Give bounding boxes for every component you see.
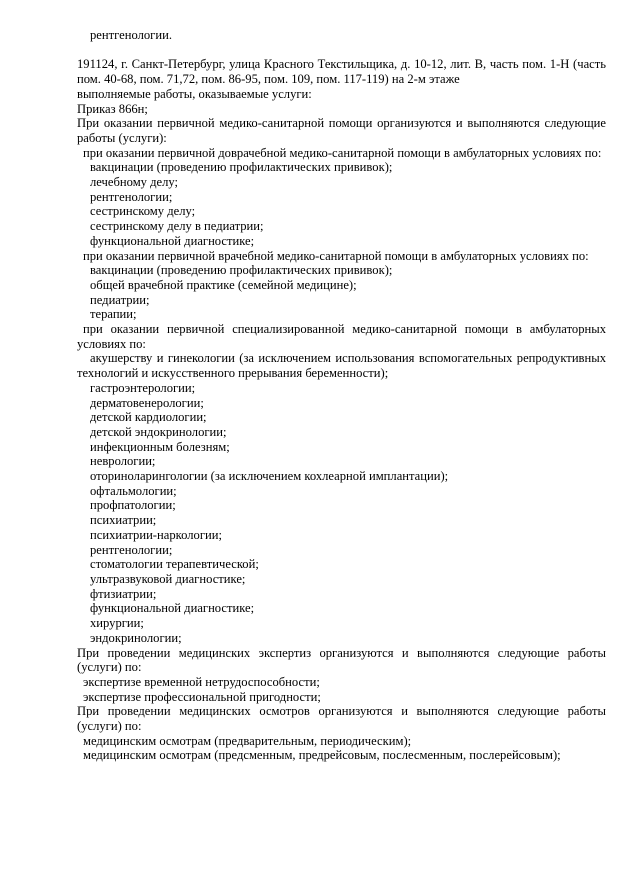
list-item: фтизиатрии;	[90, 586, 157, 601]
order-reference: Приказ 866н;	[77, 101, 148, 116]
section-paragraph: При проведении медицинских осмотров организуются и выполняются следующие работы (услуги) по:	[77, 704, 606, 734]
list-item: функциональной диагностике;	[90, 233, 255, 248]
list-item: медицинским осмотрам (предсменным, предрейсовым, послесменным, послерейсовым);	[83, 748, 561, 763]
subsection-paragraph: при оказании первичной доврачебной медико-санитарной помощи в амбулаторных условиях по:	[83, 145, 602, 160]
list-item: детской эндокринологии;	[90, 424, 227, 439]
subsection-paragraph: при оказании первичной специализированной медико-санитарной помощи в амбулаторных условиях по:	[77, 322, 606, 351]
list-item: детской кардиологии;	[90, 410, 207, 425]
list-item: дерматовенерологии;	[90, 395, 204, 410]
list-item: профпатологии;	[90, 498, 176, 513]
list-item: общей врачебной практике (семейной медицине);	[90, 277, 357, 292]
section-paragraph: При проведении медицинских экспертиз организуются и выполняются следующие работы (услуги) по:	[77, 645, 606, 675]
list-item: вакцинации (проведению профилактических прививок);	[90, 263, 393, 278]
subsection-paragraph: при оказании первичной врачебной медико-санитарной помощи в амбулаторных условиях по:	[83, 248, 589, 263]
list-item: сестринскому делу;	[90, 204, 196, 219]
section-paragraph: При оказании первичной медико-санитарной помощи организуются и выполняются следующие работы (услуги):	[77, 116, 606, 145]
list-item: сестринскому делу в педиатрии;	[90, 219, 264, 234]
list-item: стоматологии терапевтической;	[90, 557, 259, 572]
list-item: лечебному делу;	[90, 175, 179, 190]
list-item: функциональной диагностике;	[90, 601, 255, 616]
list-item: офтальмологии;	[90, 483, 177, 498]
list-item: экспертизе временной нетрудоспособности;	[83, 674, 320, 689]
document-page	[77, 28, 606, 763]
blank-line	[77, 43, 606, 58]
list-item: рентгенологии.	[90, 28, 172, 42]
list-item: акушерству и гинекологии (за исключением использования вспомогательных репродуктивных технологий и искусственного прерывания беременности);	[77, 351, 606, 381]
list-item: вакцинации (проведению профилактических прививок);	[90, 160, 393, 175]
list-item: рентгенологии;	[90, 189, 173, 204]
list-item: рентгенологии;	[90, 542, 173, 557]
list-item: гастроэнтерологии;	[90, 380, 196, 395]
list-item: неврологии;	[90, 454, 156, 469]
list-item: эндокринологии;	[90, 630, 182, 645]
list-item: оториноларингологии (за исключением кохлеарной имплантации);	[90, 469, 449, 484]
list-item: инфекционным болезням;	[90, 439, 230, 454]
list-item: хирургии;	[90, 616, 144, 631]
list-item: медицинским осмотрам (предварительным, периодическим);	[83, 733, 412, 748]
list-item: педиатрии;	[90, 292, 150, 307]
address-paragraph: 191124, г. Санкт-Петербург, улица Красного Текстильщика, д. 10-12, лит. В, часть пом. 1-Н (часть пом. 40-68, пом. 71,72, пом. 86-95, пом. 109, пом. 117-119) на 2-м этаже	[77, 57, 606, 87]
list-item: ультразвуковой диагностике;	[90, 572, 246, 586]
section-heading: выполняемые работы, оказываемые услуги:	[77, 86, 312, 101]
list-item: психиатрии-наркологии;	[90, 527, 222, 542]
list-item: экспертизе профессиональной пригодности;	[83, 689, 321, 704]
list-item: психиатрии;	[90, 513, 157, 528]
list-item: терапии;	[90, 307, 137, 322]
